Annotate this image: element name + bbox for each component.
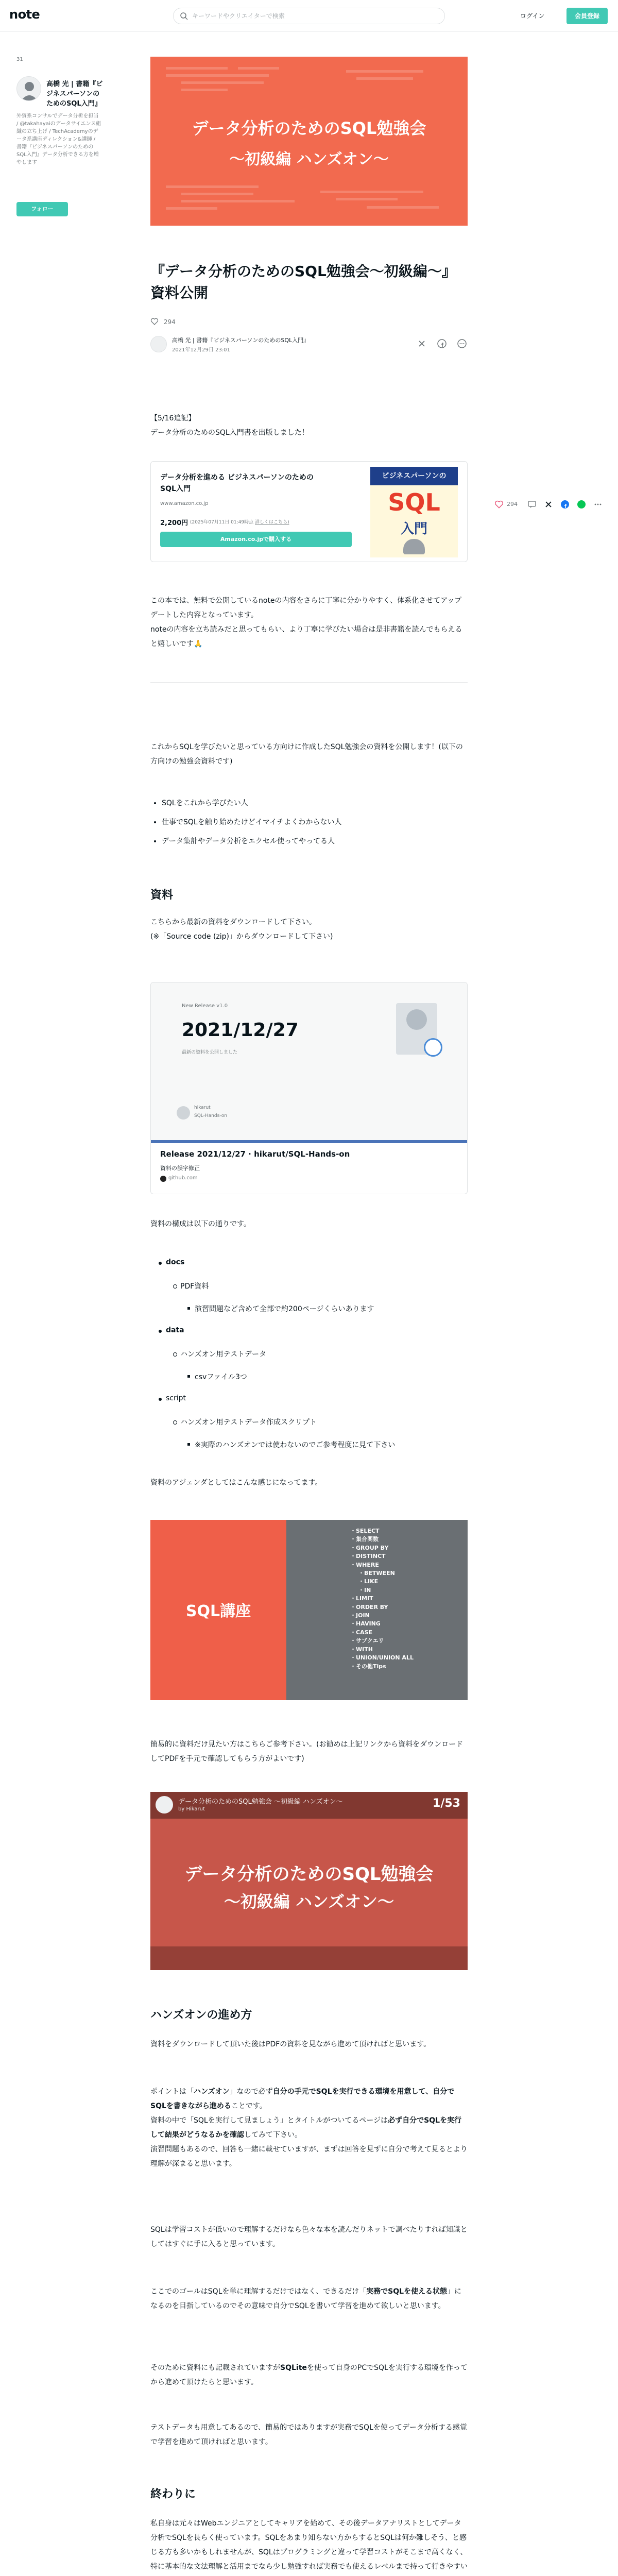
text-span: 資料の中で「SQLを実行して見ましょう」とタイトルがついてるページは: [150, 2116, 388, 2125]
text-span: 」になるのを目指しているのでその意味で自分でSQLを書いて学習を進めて欲しいと思います。: [150, 2287, 462, 2310]
video-title-line2: ～初級編 ハンズオン～: [224, 1892, 394, 1911]
text-span: ポイントは「: [150, 2088, 194, 2096]
sql-keyword: ・ORDER BY: [350, 1603, 388, 1611]
release-subtitle: 最新の資料を公開しました: [182, 1050, 238, 1055]
tree-label: ハンズオン用テストデータ: [180, 1350, 267, 1359]
line-share-icon[interactable]: [577, 500, 586, 509]
note-logo[interactable]: note: [9, 7, 40, 22]
tree-item-docs: [166, 1258, 184, 1266]
bold-span: ハンズオン: [194, 2088, 230, 2096]
sql-image-label: SQL講座: [185, 1602, 251, 1620]
sql-keyword: ・SELECT: [350, 1528, 380, 1534]
text-span: そのために資料にも記載されていますが: [150, 2364, 280, 2372]
tree-item: [195, 1439, 395, 1450]
slide-counter: 1/53: [433, 1797, 460, 1810]
howto-run: [150, 2113, 468, 2142]
book-text-1: この本では、無料で公開しているnoteの内容をさらに丁寧に分かりやすく、体系化させてアップデートした内容となっています。: [150, 597, 462, 619]
like-count: 294: [163, 318, 176, 326]
sql-keyword: ・DISTINCT: [350, 1553, 386, 1560]
list-item: • 仕事でSQLを触り始めたけどイマイチよくわからない人: [162, 817, 341, 827]
tree-item: [195, 1371, 247, 1382]
amazon-card[interactable]: [150, 461, 468, 562]
list-item: • SQLをこれから学びたい人: [162, 798, 341, 808]
badge-icon: [424, 1038, 442, 1057]
search-icon: [180, 12, 188, 20]
audience-list: [150, 798, 341, 855]
hero-title-line1: データ分析のためのSQL勉強会: [192, 118, 426, 138]
price-note: [190, 518, 289, 525]
tree-item: [180, 1281, 209, 1291]
code-background-graphic: [150, 57, 468, 226]
floating-like-count: 294: [507, 501, 518, 507]
howto-paragraph-8: テストデータも用意してあるので、簡易的ではありますが実務でSQLを使ってデータ分析する感覚で学習を進めて頂ければと思います。: [150, 2424, 467, 2446]
hero-image: [150, 57, 468, 226]
sql-keyword: ・UNION/UNION ALL: [350, 1654, 414, 1662]
sql-keyword: ・LIKE: [358, 1578, 379, 1585]
heart-icon[interactable]: [150, 317, 159, 326]
sql-keyword: ・GROUP BY: [350, 1544, 389, 1551]
follow-button[interactable]: フォロー: [16, 202, 68, 216]
section-heading-howto: ハンズオンの進め方: [150, 2009, 252, 2022]
facebook-share-icon[interactable]: [560, 500, 570, 509]
sql-keyword: ・LIMIT: [350, 1595, 373, 1602]
howto-paragraph-5: SQLは学習コストが低いので理解するだけなら色々な本を読んだりネットで調べたりすれば知識としてはすぐに手に入ると思っています。: [150, 2226, 468, 2248]
bold-span: SQLite: [280, 2364, 307, 2372]
bold-span: 自分の手元でSQLを実行できる環境を用意して、自分でSQLを書きながら進める: [150, 2088, 455, 2110]
release-tag: New Release v1.0: [182, 1003, 228, 1009]
release-description: 資料の誤字修正: [160, 1165, 200, 1172]
text-span: 」なので必ず: [229, 2088, 273, 2096]
tree-label: csvファイル3つ: [195, 1373, 247, 1381]
release-color-bar: [151, 1140, 467, 1143]
download-text-1: こちらから最新の資料をダウンロードして下さい。: [150, 918, 316, 926]
login-button[interactable]: ログイン: [520, 12, 545, 20]
hero-title-line2: ～初級編 ハンズオン～: [229, 150, 389, 168]
book-cover-sql: SQL: [388, 488, 440, 516]
tree-label: ※実際のハンズオンでは使わないのでご参考程度に見て下さい: [195, 1441, 396, 1449]
howto-paragraph-7: [150, 2361, 468, 2389]
download-text-2: (※「Source code (zip)」からダウンロードして下さい): [150, 933, 333, 941]
more-options-icon[interactable]: [456, 338, 468, 349]
heart-icon[interactable]: [494, 500, 504, 509]
amazon-book-title[interactable]: データ分析を進める ビジネスパーソンのためのSQL入門: [160, 473, 314, 493]
more-options-icon[interactable]: [593, 500, 603, 509]
tree-label: script: [166, 1394, 186, 1402]
book-cover-intro: 入門: [400, 521, 427, 537]
sql-keyword: ・HAVING: [350, 1620, 381, 1628]
sql-keyword-list: [350, 1527, 414, 1671]
howto-exercise: 演習問題もあるので、回答も一緒に載せていますが、まずは回答を見ずに自分で考えて見るとより理解が深まると思います。: [150, 2145, 468, 2168]
like-counter[interactable]: [150, 317, 176, 326]
text-span: してみて下さい。: [244, 2131, 302, 2139]
video-channel: by Hikarut: [178, 1806, 205, 1812]
amazon-price: 2,200円: [160, 519, 188, 527]
sql-keyword: ・その他Tips: [350, 1663, 386, 1670]
agenda-intro: 資料のアジェンダとしてはこんな感じになってます。: [150, 1479, 322, 1487]
x-share-icon[interactable]: [416, 338, 427, 349]
tree-label: PDF資料: [180, 1282, 209, 1291]
bold-span: 必ず自分でSQLを実行して結果がどうなるかを確認: [150, 2116, 462, 2139]
tree-item-script: [166, 1394, 186, 1402]
channel-avatar: [156, 1796, 173, 1814]
update-label: 【5/16追記】: [150, 414, 196, 422]
video-control-bar[interactable]: [150, 1946, 468, 1970]
howto-paragraph-1: 資料をダウンロードして頂いた後はPDFの資料を見ながら進めて頂ければと思います。: [150, 2040, 431, 2048]
creator-sidebar: [16, 57, 103, 212]
avatar-illustration-icon: [17, 77, 41, 101]
release-preview-image: [151, 982, 467, 1140]
book-mascot-icon: [403, 539, 425, 554]
sql-keyword: ・JOIN: [350, 1612, 370, 1619]
amazon-domain: www.amazon.co.jp: [160, 501, 209, 506]
bold-span: 実務でSQLを使える状態: [366, 2287, 448, 2296]
closing-paragraph-1: 私自身は元々はWebエンジニアとしてキャリアを始めて、その後データアナリストとしてデータ分析でSQLを長らく使っています。SQLをあまり知らない方からするとSQLは何か難しそう、と感じる方も多いかもしれませんが、SQLはプログラミングと違って学習コストがそこまで高くなく、特に基本的な文法理解と活用までなら少し勉強すれば実務でも使えるレベルまで持って行きやすい: [150, 2519, 468, 2571]
site-header: [0, 0, 618, 32]
section-heading-closing: 終わりに: [150, 2488, 196, 2501]
github-avatar: [177, 1106, 190, 1120]
share-buttons: [410, 338, 468, 349]
publish-date: 2021年12月29日 23:01: [172, 347, 230, 353]
sql-keyword: ・サブクエリ: [350, 1637, 384, 1645]
update-note: [150, 411, 468, 440]
text-span: を使って自身のPCでSQLを実行する環境を作ってから進めて頂けたらと思います。: [150, 2364, 468, 2386]
divider: [150, 682, 468, 683]
sql-keyword: ・WHERE: [350, 1561, 379, 1568]
slideshow-embed[interactable]: [150, 1792, 468, 1970]
floating-action-bar: [494, 499, 608, 511]
github-icon: [160, 1176, 166, 1182]
tree-label: data: [166, 1326, 184, 1334]
book-text-2: noteの内容を立ち読みだと思ってもらい、より丁寧に学びたい場合は是非書籍を読んでもらえると嬉しいです🙏: [150, 625, 462, 648]
github-release-card[interactable]: [150, 982, 468, 1194]
search-box[interactable]: [173, 8, 445, 24]
creator-avatar[interactable]: [16, 76, 41, 101]
search-input[interactable]: [191, 8, 438, 24]
amazon-buy-button[interactable]: Amazon.co.jpで購入する: [160, 532, 352, 547]
price-detail-link[interactable]: 詳しくはこちら): [255, 520, 289, 525]
tree-label: ハンズオン用テストデータ作成スクリプト: [180, 1418, 317, 1427]
author-avatar[interactable]: [150, 336, 167, 352]
structure-intro: 資料の構成は以下の通りです。: [150, 1220, 251, 1228]
creator-handle: 31: [16, 57, 23, 62]
intro-paragraph: これからSQLを学びたいと思っている方向けに作成したSQL勉強会の資料を公開します！(以下の方向けの勉強会資料です): [150, 743, 463, 766]
howto-paragraph-6: [150, 2284, 468, 2313]
book-cover-header: ビジネスパーソンの: [370, 467, 458, 485]
x-share-icon[interactable]: [544, 500, 553, 509]
release-date: 2021/12/27: [182, 1020, 299, 1041]
video-title-line1: データ分析のためのSQL勉強会: [184, 1864, 434, 1885]
tree-item: [180, 1349, 266, 1359]
video-title[interactable]: データ分析のためのSQL勉強会 ～初級編 ハンズオン～: [178, 1798, 343, 1806]
text-span: ここでのゴールはSQLを単に理解するだけではなく、できるだけ「: [150, 2287, 367, 2296]
creator-bio: 外資系コンサルでデータ分析を担当 / @takahayaiのデータサイエンス組織の立ち上げ / TechAcademyのデータ系講座ディレクション&講師 / 書籍『ビジネスパーソンのためのSQL入門』データ分析できる方を増やします: [16, 113, 101, 165]
tree-label: 演習問題など含めて全部で約200ページくらいあります: [195, 1305, 374, 1313]
sql-keyword: ・CASE: [350, 1629, 373, 1636]
sql-agenda-image[interactable]: [150, 1520, 468, 1700]
sql-keyword: ・IN: [358, 1586, 371, 1594]
video-intro: 簡易的に資料だけ見たい方はこちらご参考下さい。(お勧めは上記リンクから資料をダウンロードしてPDFを手元で確認してもらう方がよいです): [150, 1740, 464, 1763]
release-title[interactable]: Release 2021/12/27 · hikarut/SQL-Hands-on: [160, 1149, 350, 1159]
byline: [150, 335, 468, 359]
sql-keyword: ・WITH: [350, 1646, 373, 1653]
signup-button[interactable]: 会員登録: [566, 8, 608, 24]
author-name[interactable]: 高橋 光 | 書籍『ビジネスパーソンのためのSQL入門』: [172, 337, 310, 344]
creator-name[interactable]: 高橋 光 | 書籍『ビジネスパーソンのためのSQL入門』: [46, 80, 103, 108]
sql-keyword: ・BETWEEN: [358, 1570, 395, 1577]
howto-point: [150, 2084, 468, 2113]
sql-keyword: ・集合関数: [350, 1536, 379, 1543]
section-heading-resources: 資料: [150, 889, 174, 902]
list-item: • データ集計やデータ分析をエクセル使ってやってる人: [162, 836, 341, 846]
release-domain: github.com: [168, 1175, 198, 1181]
howto-paragraph-2: [150, 2084, 468, 2171]
tree-label: docs: [166, 1258, 185, 1266]
tree-item: [195, 1303, 374, 1314]
update-text: データ分析のためのSQL入門書を出版しました！: [150, 429, 309, 437]
text-span: ことです。: [231, 2102, 267, 2110]
article-title: 『データ分析のためのSQL勉強会～初級編～』資料公開: [150, 263, 456, 301]
download-paragraph: [150, 915, 468, 944]
github-user: hikarut: [194, 1105, 211, 1110]
facebook-share-icon[interactable]: [436, 338, 448, 349]
tree-item: [180, 1417, 317, 1427]
tree-item-data: [166, 1326, 184, 1334]
book-cover-image[interactable]: [370, 467, 458, 557]
price-note-text: (2025年07月11日 01:49時点: [190, 520, 254, 525]
comment-icon[interactable]: [527, 500, 537, 509]
book-paragraph: [150, 594, 468, 651]
github-project: SQL-Hands-on: [194, 1113, 227, 1118]
